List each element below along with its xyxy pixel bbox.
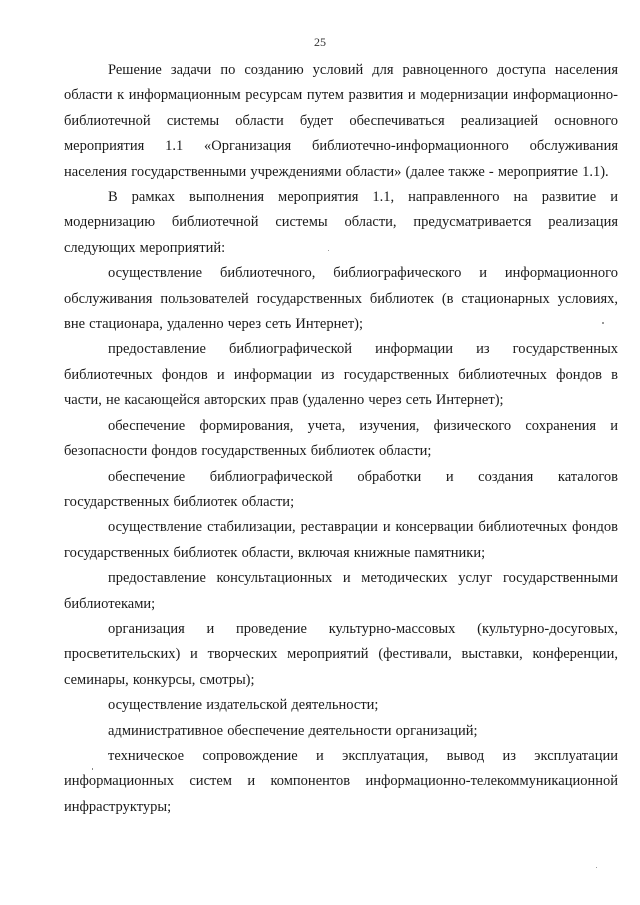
list-item-it-support: техническое сопровождение и эксплуатация, вывод из эксплуатации информационных систем и компонентов информационно-телекоммуникационной инфраструктуры; [64, 747, 618, 815]
scan-speck [596, 867, 597, 868]
list-item-cataloging: обеспечение библиографической обработки и создания каталогов государственных библиотек области; [64, 468, 618, 510]
list-item-fund-safety: обеспечение формирования, учета, изучения, физического сохранения и безопасности фондов государственных библиотек области; [64, 417, 618, 460]
scan-speck [328, 250, 329, 251]
document-body [64, 58, 618, 820]
paragraph-measures-lead: В рамках выполнения мероприятия 1.1, направленного на развитие и модернизацию библиотечной системы области, предусматривается реализация следующих мероприятий: [64, 189, 618, 256]
list-item-publishing: осуществление издательской деятельности; [108, 697, 379, 714]
page-number: 25 [314, 35, 326, 49]
list-item-library-services: осуществление библиотечного, библиографического и информационного обслуживания пользователей государственных библиотек (в стационарных условиях, вне стационара, удаленно через сеть Интернет); [64, 265, 618, 333]
paragraph-intro: Решение задачи по созданию условий для равноценного доступа населения области к информационным ресурсам путем развития и модернизации информационно-библиотечной системы области будет обеспечиваться реализацией основного мероприятия 1.1 «Организация библиотечно-информационного обслуживания населения государственными учреждениями области» (далее также - мероприятие 1.1). [64, 62, 618, 180]
list-item-bibliographic-info: предоставление библиографической информации из государственных библиотечных фондов и информации из государственных библиотечных фондов в части, не касающейся авторских прав (удаленно через сеть Интернет); [64, 341, 618, 409]
scan-speck [92, 768, 93, 770]
list-item-admin-support: административное обеспечение деятельности организаций; [108, 722, 478, 739]
list-item-restoration: осуществление стабилизации, реставрации и консервации библиотечных фондов государственных библиотек области, включая книжные памятники; [64, 519, 618, 561]
scan-speck [602, 322, 604, 324]
list-item-consulting: предоставление консультационных и методических услуг государственными библиотеками; [64, 570, 618, 612]
list-item-cultural-events: организация и проведение культурно-массовых (культурно-досуговых, просветительских) и творческих мероприятий (фестивали, выставки, конференции, семинары, конкурсы, смотры); [64, 620, 618, 688]
